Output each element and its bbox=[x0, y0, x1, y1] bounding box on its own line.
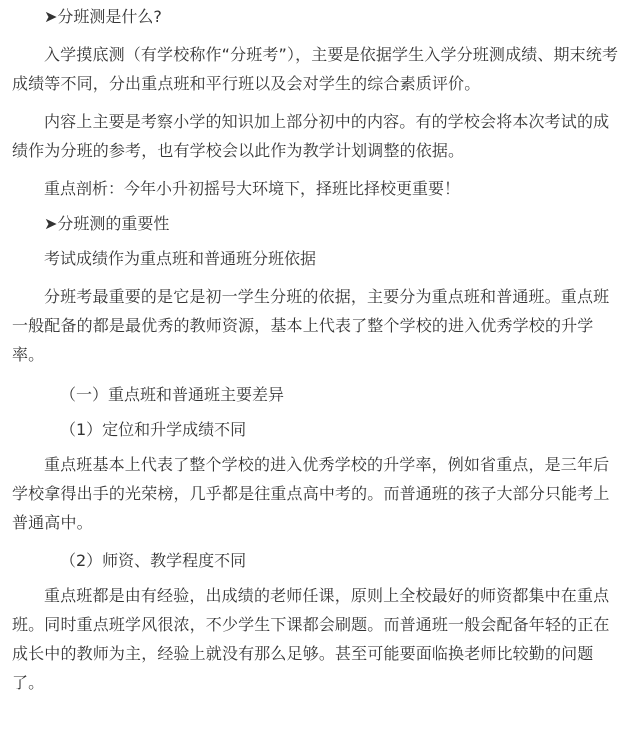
paragraph-teachers: 重点班都是由有经验，出成绩的老师任课，原则上全校最好的师资都集中在重点班。同时重点班学风很浓，不少学生下课都会刷题。而普通班一般会配备年轻的正在成长中的教师为主，经验上就没有那么足够。甚至可能要面临换老师比较勤的问题了。 bbox=[12, 586, 610, 692]
section-heading-what-is: ➤分班测是什么? bbox=[44, 7, 162, 26]
paragraph-importance: 分班考最重要的是它是初一学生分班的依据，主要分为重点班和普通班。重点班一般配备的都是最优秀的教师资源，基本上代表了整个学校的进入优秀学校的升学率。 bbox=[12, 287, 610, 364]
subheading-differences: （一）重点班和普通班主要差异 bbox=[60, 385, 285, 404]
subheading-positioning: （1）定位和升学成绩不同 bbox=[60, 420, 247, 439]
paragraph-definition: 入学摸底测（有学校称作“分班考”），主要是依据学生入学分班测成绩、期末统考成绩等不同，分出重点班和平行班以及会对学生的综合素质评价。 bbox=[12, 45, 619, 93]
key-analysis-line: 重点剖析：今年小升初摇号大环境下，择班比择校更重要！ bbox=[44, 179, 461, 198]
subheading-teachers: （2）师资、教学程度不同 bbox=[60, 551, 247, 570]
paragraph-content: 内容上主要是考察小学的知识加上部分初中的内容。有的学校会将本次考试的成绩作为分班的参考，也有学校会以此作为教学计划调整的依据。 bbox=[12, 112, 610, 160]
section-heading-importance: ➤分班测的重要性 bbox=[44, 214, 170, 233]
basis-line: 考试成绩作为重点班和普通班分班依据 bbox=[44, 249, 317, 268]
paragraph-positioning: 重点班基本上代表了整个学校的进入优秀学校的升学率，例如省重点，是三年后学校拿得出手的光荣榜，几乎都是往重点高中考的。而普通班的孩子大部分只能考上普通高中。 bbox=[12, 455, 610, 532]
